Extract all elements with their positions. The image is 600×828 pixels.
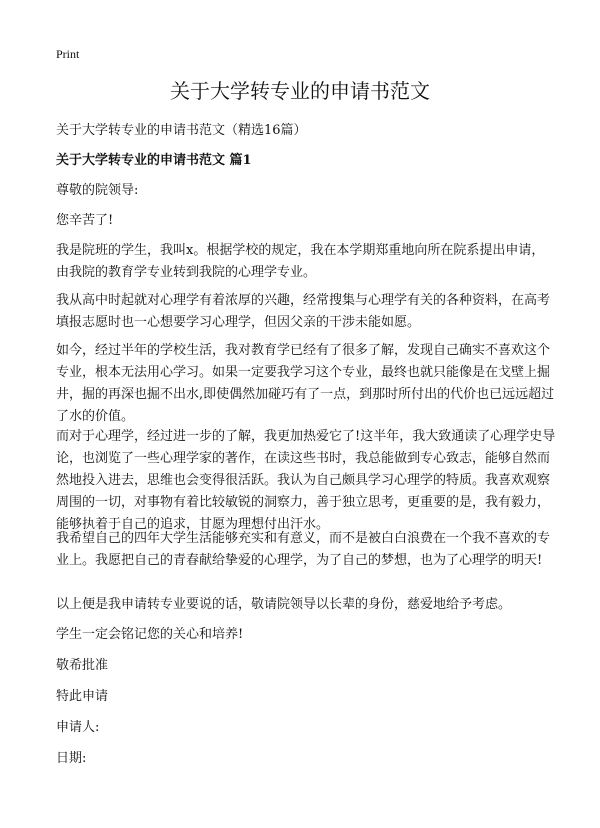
print-link[interactable]: Print xyxy=(56,47,80,61)
body-paragraph: 我从高中时起就对心理学有着浓厚的兴趣，经常搜集与心理学有关的各种资料，在高考填报志愿时也一心想要学习心理学，但因父亲的干涉未能如愿。 xyxy=(56,293,551,330)
body-paragraph: 如今，经过半年的学校生活，我对教育学已经有了很多了解，发现自己确实不喜欢这个专业，根本无法用心学习。如果一定要我学习这个专业，最终也就只能像是在戈壁上掘井，掘的再深也掘不出水,即使偶然加碰巧有了一点，到那时所付出的代价也已远远超过了水的价值。 xyxy=(56,343,555,424)
body-paragraph: 而对于心理学，经过进一步的了解，我更加热爱它了!这半年，我大致通读了心理学史导论，也浏览了一些心理学家的著作，在读这些书时，我总能做到专心致志，能够自然而然地投入进去，思维也会变得很活跃。我认为自己颇具学习心理学的特质。我喜欢观察周围的一切，对事物有着比较敏锐的洞察力，善于独立思考，更重要的是，我有毅力，能够执着于自己的追求，甘愿为理想付出汗水。 xyxy=(56,429,556,532)
closing-statement: 特此申请 xyxy=(56,689,109,704)
body-paragraph: 以上便是我申请转专业要说的话，敬请院领导以长辈的身份，慈爱地给予考虑。 xyxy=(56,597,512,612)
document-subtitle: 关于大学转专业的申请书范文（精选16篇） xyxy=(56,123,307,138)
applicant-label: 申请人: xyxy=(56,720,100,735)
body-paragraph: 学生一定会铭记您的关心和培养! xyxy=(56,627,244,642)
closing-request: 敬希批准 xyxy=(56,658,109,673)
section-heading: 关于大学转专业的申请书范文 篇1 xyxy=(56,153,252,168)
salutation: 尊敬的院领导: xyxy=(56,183,139,198)
body-paragraph: 我是院班的学生，我叫x。根据学校的规定，我在本学期郑重地向所在院系提出申请，由我院的教育学专业转到我院的心理学专业。 xyxy=(56,243,545,280)
date-label: 日期: xyxy=(56,751,87,766)
document-title: 关于大学转专业的申请书范文 xyxy=(170,79,430,103)
greeting-paragraph: 您辛苦了! xyxy=(56,213,114,228)
body-paragraph: 我希望自己的四年大学生活能够充实和有意义，而不是被白白浪费在一个我不喜欢的专业上。我愿把自己的青春献给挚爱的心理学，为了自己的梦想，也为了心理学的明天! xyxy=(56,531,551,568)
